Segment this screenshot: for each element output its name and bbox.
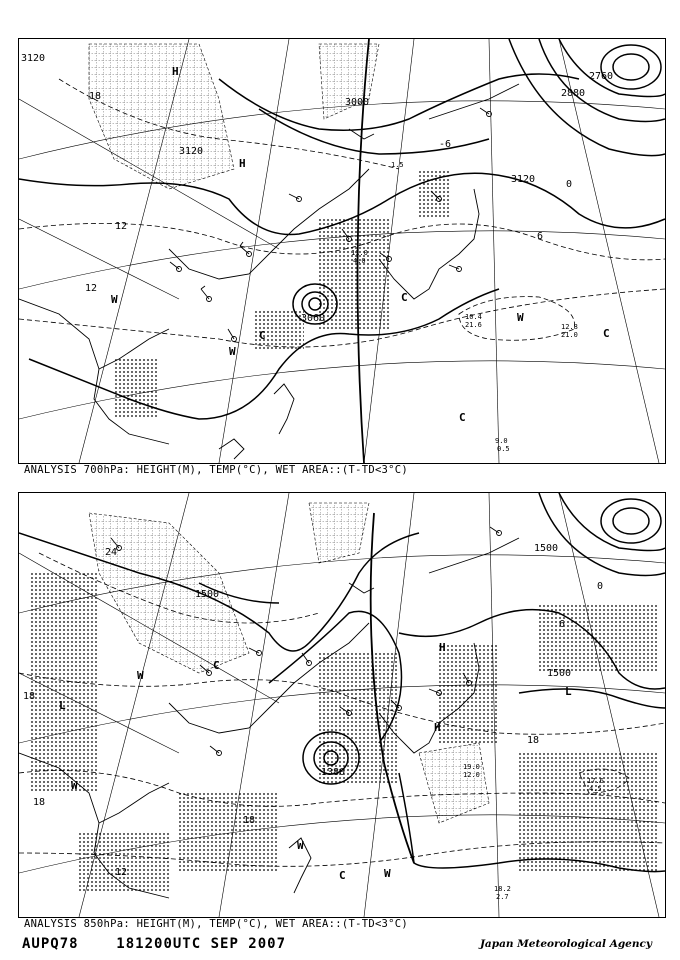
label-temp-18-a: 18 (23, 691, 36, 702)
warm-label-c: W (297, 839, 304, 852)
warm-label-b: W (71, 779, 78, 792)
label-temp-18: 18 (89, 91, 102, 102)
cold-label-d: C (459, 411, 466, 424)
label-temp-6: 6 (537, 231, 544, 242)
high-center-label-b: H (239, 157, 246, 170)
label-2760: 2760 (589, 71, 614, 82)
station-value: 19.0 (463, 763, 480, 771)
label-temp-0: 0 (597, 581, 604, 592)
map-panel-700hpa (18, 38, 666, 464)
warm-label-c: W (517, 311, 524, 324)
map-850hpa-svg (19, 493, 665, 917)
warm-label-a: W (137, 669, 144, 682)
station-value: 17.6 (587, 777, 604, 785)
station-value: 10.4 (465, 313, 482, 321)
station-value: 0.5 (497, 445, 510, 453)
cold-label-a: C (259, 329, 266, 342)
low-center-label-a: L (59, 699, 66, 712)
product-id: AUPQ78 (22, 936, 79, 952)
station-value: 4.5 (589, 785, 602, 793)
warm-label-a: W (111, 293, 118, 306)
low-center-label-b: L (565, 685, 572, 698)
label-2880: 2880 (561, 88, 586, 99)
station-value: 21.0 (561, 331, 578, 339)
label-1500-b: 1500 (547, 668, 572, 679)
cold-label-b: C (339, 869, 346, 882)
cold-label-b: C (401, 291, 408, 304)
caption-700hpa: ANALYSIS 700hPa: HEIGHT(M), TEMP(°C), WET AREA::(T-TD<3°C) (24, 464, 409, 476)
label-temp-12-a: 12 (115, 221, 128, 232)
label-temp-18-d: 18 (527, 735, 540, 746)
label-3120-c: 3120 (511, 174, 536, 185)
station-value: 2.7 (496, 893, 509, 901)
station-value: 18.2 (494, 885, 511, 893)
station-value: 12.8 (561, 323, 578, 331)
label-temp-12: 12 (115, 867, 128, 878)
label-temp-24: 24 (105, 547, 118, 558)
label-temp-18-b: 18 (33, 797, 46, 808)
label-temp-18-c: 18 (243, 815, 256, 826)
map-panel-850hpa (18, 492, 666, 918)
label-3120-b: 3120 (179, 146, 204, 157)
warm-label-b: W (229, 345, 236, 358)
station-value: 11.0 (351, 249, 368, 257)
wet-area-dotted (114, 169, 449, 419)
label-1500-a: 1500 (195, 589, 220, 600)
label-temp-0: 0 (566, 179, 573, 190)
label-1500-c: 1500 (534, 543, 559, 554)
product-code (22, 936, 286, 952)
contour-labels (23, 543, 603, 878)
warm-label-d: W (384, 867, 391, 880)
station-value: 4.0 (353, 257, 366, 265)
high-center-label-b: H (434, 721, 441, 734)
label-3060: 3060 (301, 313, 326, 324)
label-3000: 3000 (345, 97, 370, 108)
label-temp-6: 6 (559, 619, 566, 630)
label-temp-12-b: 12 (85, 283, 98, 294)
station-value: 12.0 (463, 771, 480, 779)
analysis-datetime: 181200UTC SEP 2007 (116, 936, 287, 952)
wet-area-dashed (89, 503, 489, 823)
agency-name: Japan Meteorological Agency (479, 938, 652, 950)
label-temp-minus6: -6 (439, 139, 452, 150)
station-value: 1.5 (391, 161, 404, 169)
station-value: 9.0 (495, 437, 508, 445)
label-1380: 1380 (321, 767, 346, 778)
high-center-label-a: H (172, 65, 179, 78)
cold-label-a: C (213, 659, 220, 672)
cold-label-c: C (603, 327, 610, 340)
label-3120-a: 3120 (21, 53, 46, 64)
caption-850hpa: ANALYSIS 850hPa: HEIGHT(M), TEMP(°C), WET AREA::(T-TD<3°C) (24, 918, 409, 930)
map-700hpa-svg (19, 39, 665, 463)
high-center-label-a: H (439, 641, 446, 654)
station-value: 21.6 (465, 321, 482, 329)
